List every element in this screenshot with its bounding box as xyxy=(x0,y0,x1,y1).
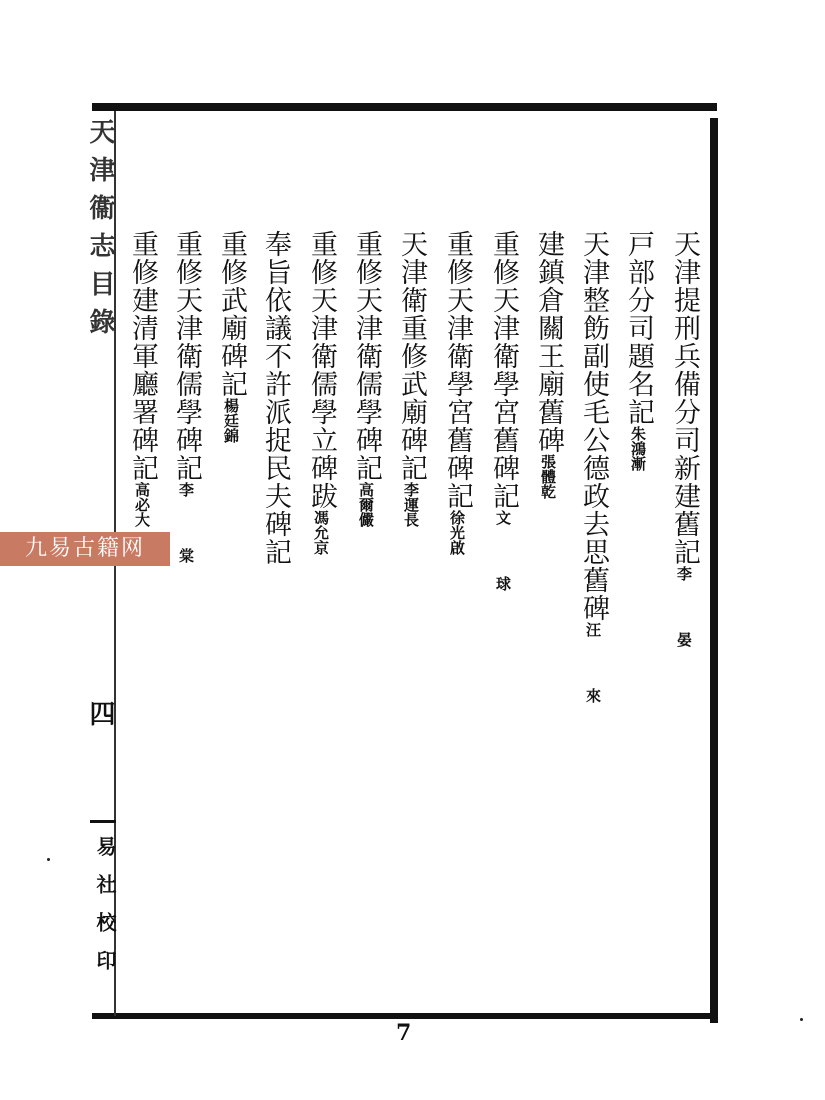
toc-entry xyxy=(305,230,337,555)
entry-title: 奉旨依議不許派捉民夫碑記 xyxy=(260,230,291,566)
entry-title: 重修建清軍廳署碑記 xyxy=(127,230,158,482)
entry-title: 重修天津衛儒學立碑跋 xyxy=(306,230,337,510)
entry-author: 楊廷錦 xyxy=(222,398,240,443)
entry-title: 建鎮倉關王廟舊碑 xyxy=(533,230,564,454)
entry-author: 朱鴻漸 xyxy=(629,426,647,471)
speck-mark xyxy=(800,1018,803,1021)
entry-title: 重修天津衛學宮舊碑記 xyxy=(442,230,473,510)
page-number: 7 xyxy=(396,1020,412,1046)
entry-title: 天津提刑兵備分司新建舊記 xyxy=(669,230,700,566)
toc-entry xyxy=(126,230,158,527)
toc-entry xyxy=(215,230,247,443)
toc-entry xyxy=(487,230,519,609)
volume-number: 四 xyxy=(85,700,115,726)
entry-author: 高爾儼 xyxy=(357,482,375,527)
toc-entry xyxy=(395,230,427,527)
publisher-stamp: 易社校印 xyxy=(93,836,117,988)
book-title: 天津衞志目錄 xyxy=(85,118,115,346)
entry-author: 文 球 xyxy=(494,510,512,609)
entry-author: 高必大 xyxy=(133,482,151,527)
toc-entry xyxy=(532,230,564,499)
frame-bottom-border xyxy=(92,1013,717,1019)
entry-author: 馮允京 xyxy=(312,510,330,555)
toc-entry xyxy=(259,230,291,566)
toc-entry xyxy=(350,230,382,527)
entry-author: 張體乾 xyxy=(539,454,557,499)
entry-author: 徐光啟 xyxy=(448,510,466,555)
toc-entry xyxy=(622,230,654,471)
entry-author: 李 棠 xyxy=(177,482,195,581)
watermark-banner: 九易古籍网 xyxy=(0,532,170,566)
toc-entry xyxy=(577,230,609,721)
entry-title: 戸部分司題名記 xyxy=(623,230,654,426)
entry-title: 重修武廟碑記 xyxy=(216,230,247,398)
speck-mark xyxy=(47,858,50,861)
entry-title: 重修天津衛學宮舊碑記 xyxy=(488,230,519,510)
entry-title: 重修天津衛儒學碑記 xyxy=(171,230,202,482)
entry-author: 李 晏 xyxy=(675,566,693,665)
entry-author: 李運長 xyxy=(402,482,420,527)
toc-entry xyxy=(441,230,473,555)
entry-title: 天津整飭副使毛公德政去思舊碑 xyxy=(578,230,609,622)
frame-right-border xyxy=(710,118,718,1023)
entry-title: 天津衛重修武廟碑記 xyxy=(396,230,427,482)
toc-entry xyxy=(170,230,202,581)
frame-top-border xyxy=(92,103,717,111)
toc-entry xyxy=(668,230,700,665)
entry-author: 汪 來 xyxy=(584,622,602,721)
entry-title: 重修天津衛儒學碑記 xyxy=(351,230,382,482)
